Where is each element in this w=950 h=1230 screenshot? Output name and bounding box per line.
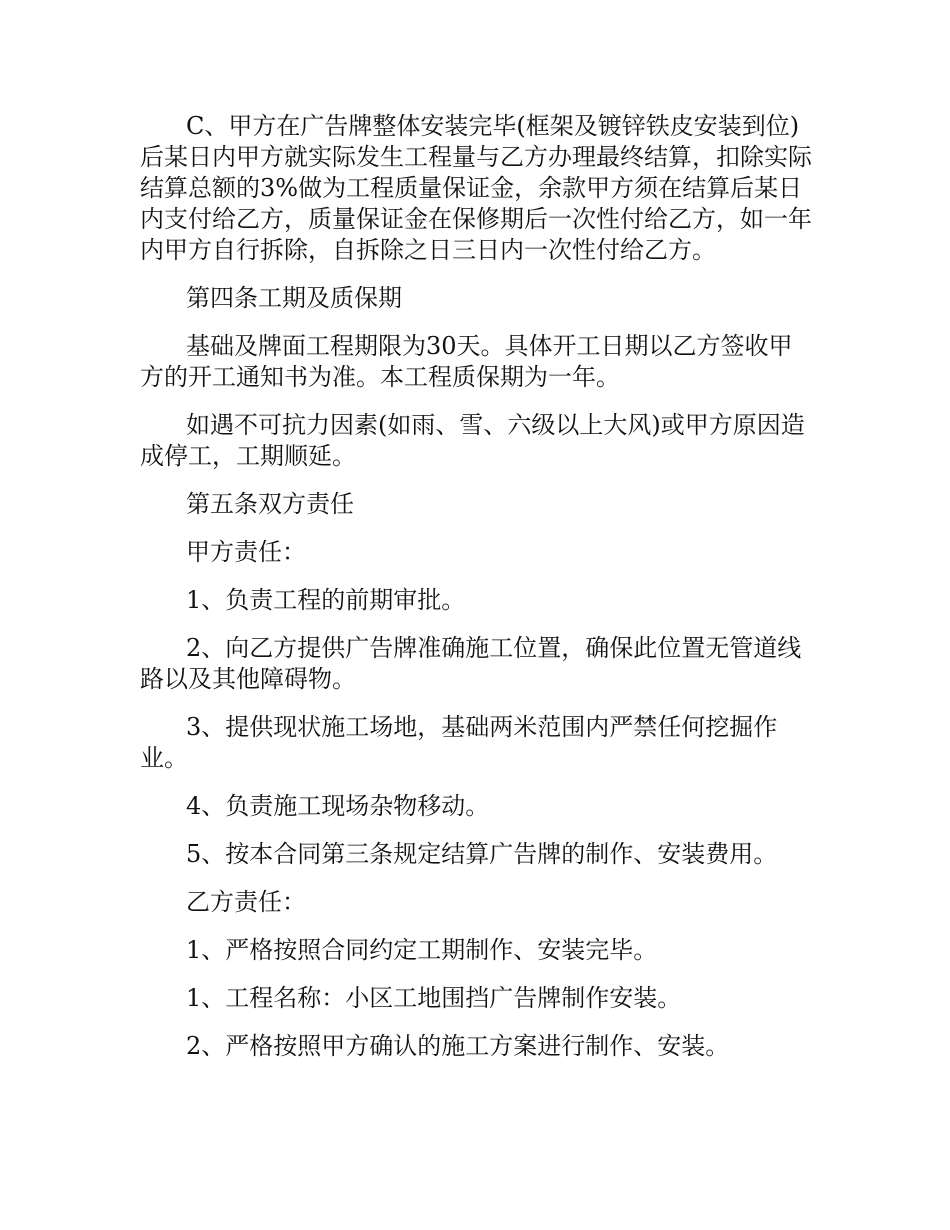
list-item: 4、负责施工现场杂物移动。 [186,792,490,820]
section-heading-article-4: 第四条工期及质保期 [186,284,402,312]
paragraph-settlement: C、甲方在广告牌整体安装完毕(框架及镀锌铁皮安装到位)后某日内甲方就实际发生工程量与乙方办理最终结算，扣除实际结算总额的3%做为工程质量保证金，余款甲方须在结算后某日内支付给乙方，质量保证金在保修期后一次性付给乙方，如一年内甲方自行拆除，自拆除之日三日内一次性付给乙方。 [140,112,812,264]
list-item: 5、按本合同第三条规定结算广告牌的制作、安装费用。 [186,840,778,868]
list-item: 2、向乙方提供广告牌准确施工位置，确保此位置无管道线路以及其他障碍物。 [140,634,802,693]
list-item: 3、提供现状施工场地，基础两米范围内严禁任何挖掘作业。 [140,713,778,772]
document-body [140,111,812,1079]
list-item: 1、工程名称：小区工地围挡广告牌制作安装。 [186,984,682,1012]
party-b-responsibilities-heading: 乙方责任： [186,888,306,916]
paragraph-force-majeure: 如遇不可抗力因素(如雨、雪、六级以上大风)或甲方原因造成停工，工期顺延。 [140,411,805,470]
section-heading-article-5: 第五条双方责任 [186,490,354,518]
list-item: 2、严格按照甲方确认的施工方案进行制作、安装。 [186,1032,730,1060]
paragraph-construction-period: 基础及牌面工程期限为30天。具体开工日期以乙方签收甲方的开工通知书为准。本工程质保期为一年。 [140,332,793,391]
party-a-responsibilities-heading: 甲方责任： [186,538,306,566]
list-item: 1、严格按照合同约定工期制作、安装完毕。 [186,936,658,964]
list-item: 1、负责工程的前期审批。 [186,586,466,614]
